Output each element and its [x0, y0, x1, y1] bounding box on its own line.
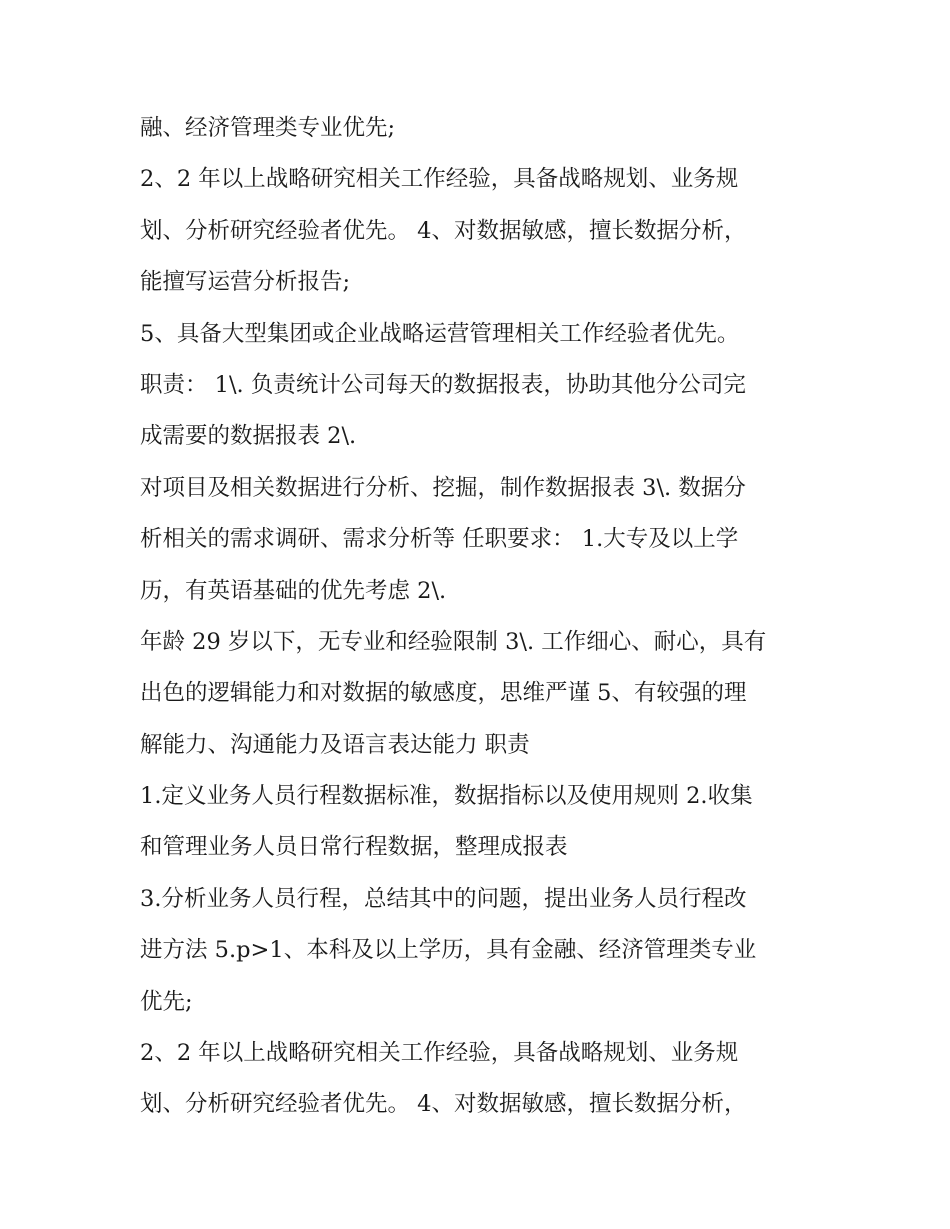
text-line: 划、分析研究经验者优先。 4、对数据敏感，擅长数据分析， — [140, 217, 747, 244]
text-line: 出色的逻辑能力和对数据的敏感度，思维严谨 5、有较强的理 — [140, 680, 747, 707]
text-line: 3.分析业务人员行程，总结其中的问题，提出业务人员行程改 — [140, 885, 747, 912]
text-line: 能擅写运营分析报告; — [140, 269, 351, 296]
text-line: 历，有英语基础的优先考虑 2\. — [140, 577, 447, 604]
text-line: 解能力、沟通能力及语言表达能力 职责 — [140, 731, 530, 758]
text-line: 进方法 5.p>1、本科及以上学历，具有金融、经济管理类专业 — [140, 937, 757, 964]
text-line: 成需要的数据报表 2\. — [140, 423, 357, 450]
text-line: 职责： 1\. 负责统计公司每天的数据报表，协助其他分公司完 — [140, 371, 746, 398]
text-line: 1.定义业务人员行程数据标准，数据指标以及使用规则 2.收集 — [140, 783, 753, 810]
text-line: 析相关的需求调研、需求分析等 任职要求： 1.大专及以上学 — [140, 526, 739, 553]
text-line: 年龄 29 岁以下，无专业和经验限制 3\. 工作细心、耐心，具有 — [140, 628, 767, 655]
text-line: 5、具备大型集团或企业战略运营管理相关工作经验者优先。 — [140, 320, 740, 347]
text-line: 2、2 年以上战略研究相关工作经验，具备战略规划、业务规 — [140, 1040, 739, 1067]
text-line: 划、分析研究经验者优先。 4、对数据敏感，擅长数据分析， — [140, 1091, 747, 1118]
text-line: 融、经济管理类专业优先; — [140, 115, 396, 141]
text-line: 对项目及相关数据进行分析、挖掘，制作数据报表 3\. 数据分 — [140, 474, 746, 501]
text-line: 和管理业务人员日常行程数据，整理成报表 — [140, 834, 568, 861]
text-line: 2、2 年以上战略研究相关工作经验，具备战略规划、业务规 — [140, 166, 739, 193]
text-line: 优先; — [140, 988, 193, 1015]
document-body — [140, 103, 820, 1131]
